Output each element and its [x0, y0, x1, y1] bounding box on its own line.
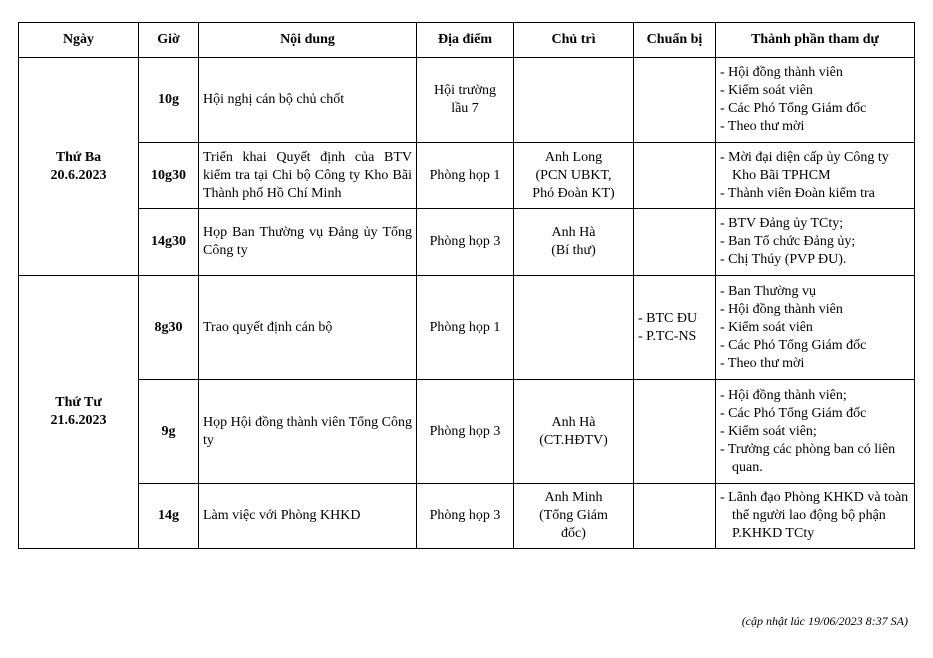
header-thanh-phan: Thành phần tham dự [716, 23, 915, 58]
content-cell: Triển khai Quyết định của BTV kiểm tra tại Chi bộ Công ty Kho Bãi Thành phố Hồ Chí Minh [199, 143, 417, 209]
chair-cell: Anh Hà (CT.HĐTV) [514, 380, 634, 484]
header-dia-diem: Địa điểm [417, 23, 514, 58]
list-item: - Lãnh đạo Phòng KHKD và toàn thể người lao động bộ phận P.KHKD TCty [720, 490, 909, 541]
list-item: - Mời đại diện cấp ủy Công ty Kho Bãi TPHCM [720, 149, 889, 183]
list-item: - Các Phó Tổng Giám đốc [720, 405, 867, 421]
day-name: Thứ Tư [55, 395, 102, 410]
table-row [19, 58, 915, 143]
update-timestamp: (cập nhật lúc 19/06/2023 8:37 SA) [741, 614, 908, 628]
table-row [19, 380, 915, 484]
prep-cell [634, 484, 716, 549]
place-cell: Hội trường lầu 7 [417, 58, 514, 143]
attendees-cell [716, 380, 915, 484]
list-item: - Trưởng các phòng ban có liên quan. [720, 441, 896, 475]
attendees-cell [716, 484, 915, 549]
list-item: - Kiểm soát viên; [720, 423, 817, 439]
list-item: - BTV Đảng ủy TCty; [720, 216, 844, 231]
day-name: Thứ Ba [55, 149, 102, 165]
day-cell [19, 58, 139, 276]
list-item: - Kiểm soát viên [720, 83, 813, 98]
place-cell: Phòng họp 3 [417, 484, 514, 549]
place-cell: Phòng họp 3 [417, 380, 514, 484]
place-cell: Phòng họp 3 [417, 209, 514, 276]
time-cell: 10g [139, 58, 199, 143]
table-row [19, 209, 915, 276]
time-cell: 14g [139, 484, 199, 549]
content-cell: Họp Hội đồng thành viên Tổng Công ty [199, 380, 417, 484]
list-item: - Ban Tổ chức Đảng ủy; [720, 234, 856, 249]
chair-cell: Anh Long (PCN UBKT, Phó Đoàn KT) [514, 143, 634, 209]
day-date: 21.6.2023 [50, 413, 107, 428]
time-cell: 8g30 [139, 276, 199, 380]
prep-cell [634, 276, 716, 380]
content-cell: Làm việc với Phòng KHKD [199, 484, 417, 549]
time-cell: 10g30 [139, 143, 199, 209]
list-item: - Kiểm soát viên [720, 319, 813, 335]
prep-cell [634, 143, 716, 209]
content-cell: Hội nghị cán bộ chủ chốt [199, 58, 417, 143]
header-chu-tri: Chủ trì [514, 23, 634, 58]
table-row [19, 484, 915, 549]
header-gio: Giờ [139, 23, 199, 58]
chair-cell: Anh Hà (Bí thư) [514, 209, 634, 276]
list-item: - Theo thư mời [720, 119, 805, 134]
list-item: - Ban Thường vụ [720, 283, 817, 299]
chair-cell [514, 276, 634, 380]
list-item: - Các Phó Tổng Giám đốc [720, 337, 867, 353]
prep-cell [634, 58, 716, 143]
table-row [19, 276, 915, 380]
list-item: - Chị Thúy (PVP ĐU). [720, 252, 847, 267]
list-item: - Các Phó Tổng Giám đốc [720, 101, 867, 116]
attendees-cell [716, 276, 915, 380]
place-cell: Phòng họp 1 [417, 143, 514, 209]
list-item: - Thành viên Đoàn kiểm tra [720, 185, 875, 201]
header-row [19, 23, 915, 58]
list-item: - P.TC-NS [638, 328, 697, 344]
schedule-table [18, 22, 915, 549]
header-ngay: Ngày [19, 23, 139, 58]
list-item: - Theo thư mời [720, 355, 805, 371]
prep-cell [634, 209, 716, 276]
list-item: - Hội đồng thành viên [720, 65, 843, 80]
day-date: 20.6.2023 [50, 167, 107, 183]
attendees-cell [716, 58, 915, 143]
chair-cell [514, 58, 634, 143]
attendees-cell [716, 209, 915, 276]
place-cell: Phòng họp 1 [417, 276, 514, 380]
chair-cell: Anh Minh (Tổng Giám đốc) [514, 484, 634, 549]
list-item: - BTC ĐU [638, 310, 698, 326]
header-chuan-bi: Chuẩn bị [634, 23, 716, 58]
content-cell: Họp Ban Thường vụ Đảng ủy Tổng Công ty [199, 209, 417, 276]
day-cell [19, 276, 139, 549]
attendees-cell [716, 143, 915, 209]
prep-cell [634, 380, 716, 484]
list-item: - Hội đồng thành viên; [720, 387, 847, 403]
time-cell: 14g30 [139, 209, 199, 276]
list-item: - Hội đồng thành viên [720, 301, 843, 317]
header-noi-dung: Nội dung [199, 23, 417, 58]
table-row [19, 143, 915, 209]
time-cell: 9g [139, 380, 199, 484]
content-cell: Trao quyết định cán bộ [199, 276, 417, 380]
